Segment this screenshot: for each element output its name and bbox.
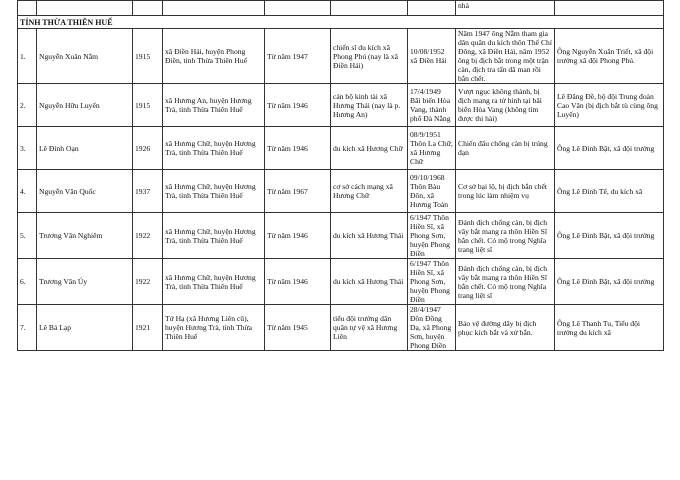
cell-hometown: xã Hương Chữ, huyện Hương Trà, tỉnh Thừa Thiên Huế <box>163 213 265 259</box>
cell-death: 28/4/1947 Đồn Đồng Dạ, xã Phong Sơn, huyện Phong Điền <box>408 305 456 351</box>
cell-position: cơ sở cách mạng xã Hương Chữ <box>331 170 408 213</box>
cell-no: 1. <box>18 29 37 84</box>
cell-position: du kích xã Hương Chữ <box>331 127 408 170</box>
cell-position: du kích xã Hương Thái <box>331 213 408 259</box>
cell-name: Nguyễn Hữu Luyến <box>37 84 133 127</box>
cell-hometown: xã Hương Chữ, huyện Hương Trà, tỉnh Thừa Thiên Huế <box>163 259 265 305</box>
table-body <box>18 29 664 351</box>
martyrs-table <box>17 0 664 351</box>
cell-death: 17/4/1949 Bãi biển Hòa Vang, thành phố Đà Nẵng <box>408 84 456 127</box>
cell-no: 2. <box>18 84 37 127</box>
table-row <box>18 213 664 259</box>
cell-joined: Từ năm 1946 <box>265 127 331 170</box>
cell-death: 6/1947 Thôn Hiền Sĩ, xã Phong Sơn, huyện Phong Điền <box>408 259 456 305</box>
cell-death: 10/08/1952 xã Điền Hải <box>408 29 456 84</box>
cell-circumstance: Năm 1947 ông Nẫm tham gia dân quân du kích thôn Thế Chí Đông, xã Điền Hải, năm 1952 ông bị địch bắt trong một trận càn, địch tra tấn dã man rồi bắn chết. <box>456 29 555 84</box>
table-row <box>18 127 664 170</box>
cell-joined: Từ năm 1967 <box>265 170 331 213</box>
cell-joined: Từ năm 1946 <box>265 259 331 305</box>
cell-no: 4. <box>18 170 37 213</box>
cell-hometown: xã Hương Chữ, huyện Hương Trà, tỉnh Thừa Thiên Huế <box>163 170 265 213</box>
continuation-note: nhà <box>456 1 555 16</box>
cell-position: chiến sĩ du kích xã Phong Phú (nay là xã Điền Hải) <box>331 29 408 84</box>
cell-position: cán bộ kinh tài xã Hương Thái (nay là p. Hương An) <box>331 84 408 127</box>
cell-name: Trương Văn Nghiêm <box>37 213 133 259</box>
table-row <box>18 84 664 127</box>
cell-circumstance: Vượt ngục không thành, bị địch mang ra tử hình tại bãi biển Hòa Vang (không tìm được thi hài) <box>456 84 555 127</box>
cell-witness: Ông Nguyễn Xuân Triết, xã đội trưởng xã đội Phong Phú. <box>555 29 664 84</box>
cell-witness: Ông Lê Đình Bật, xã đội trưởng <box>555 127 664 170</box>
cell-year: 1922 <box>133 259 163 305</box>
cell-hometown: xã Hương Chữ, huyện Hương Trà, tỉnh Thừa Thiên Huế <box>163 127 265 170</box>
cell-circumstance: Đánh địch chống càn, bị địch vây bắt mang ra thôn Hiền Sĩ bắn chết. Có mộ trong Nghĩa trang liệt sĩ <box>456 213 555 259</box>
cell-no: 6. <box>18 259 37 305</box>
cell-witness: Lê Đăng Đề, bộ đội Trung đoàn Cao Vân (bị địch bắt tù cùng ông Luyến) <box>555 84 664 127</box>
cell-death: 08/9/1951 Thôn La Chữ, xã Hương Chữ <box>408 127 456 170</box>
cell-joined: Từ năm 1945 <box>265 305 331 351</box>
cell-circumstance: Đánh địch chống càn, bị địch vây bắt mang ra thôn Hiền Sĩ bắn chết. Có mộ trong Nghĩa trang liệt sĩ <box>456 259 555 305</box>
cell-joined: Từ năm 1946 <box>265 84 331 127</box>
table-row <box>18 29 664 84</box>
cell-circumstance: Cơ sở bại lộ, bị địch bắn chết trong lúc làm nhiệm vụ <box>456 170 555 213</box>
cell-name: Lê Đình Oạn <box>37 127 133 170</box>
cell-witness: Ông Lê Thanh Tu, Tiểu đội trưởng du kích xã <box>555 305 664 351</box>
cell-year: 1937 <box>133 170 163 213</box>
cell-no: 7. <box>18 305 37 351</box>
cell-name: Trương Văn Úy <box>37 259 133 305</box>
cell-hometown: xã Hương An, huyện Hương Trà, tỉnh Thừa Thiên Huế <box>163 84 265 127</box>
cell-joined: Từ năm 1946 <box>265 213 331 259</box>
table-row <box>18 305 664 351</box>
cell-year: 1921 <box>133 305 163 351</box>
cell-death: 6/1947 Thôn Hiền Sĩ, xã Phong Sơn, huyện Phong Điền <box>408 213 456 259</box>
cell-year: 1915 <box>133 84 163 127</box>
section-title: TỈNH THỪA THIÊN HUẾ <box>18 16 664 29</box>
cell-death: 09/10/1968 Thôn Bàu Đôn, xã Hương Toàn <box>408 170 456 213</box>
cell-witness: Ông Lê Đình Bật, xã đội trưởng <box>555 259 664 305</box>
cell-no: 3. <box>18 127 37 170</box>
cell-joined: Từ năm 1947 <box>265 29 331 84</box>
cell-circumstance: Bảo vệ đường dây bị địch phục kích bắt và xử bắn. <box>456 305 555 351</box>
cell-position: du kích xã Hương Thái <box>331 259 408 305</box>
cell-year: 1926 <box>133 127 163 170</box>
table-row <box>18 259 664 305</box>
cell-name: Nguyễn Văn Quốc <box>37 170 133 213</box>
section-header-row <box>18 16 664 29</box>
cell-name: Lê Bá Lạp <box>37 305 133 351</box>
cell-hometown: xã Điền Hải, huyện Phong Điền, tỉnh Thừa Thiên Huế <box>163 29 265 84</box>
continuation-row <box>18 1 664 16</box>
cell-position: tiểu đội trưởng dân quân tự vệ xã Hương Liên <box>331 305 408 351</box>
cell-witness: Ông Lê Đình Bật, xã đội trưởng <box>555 213 664 259</box>
table-row <box>18 170 664 213</box>
cell-year: 1915 <box>133 29 163 84</box>
cell-name: Nguyễn Xuân Nẫm <box>37 29 133 84</box>
cell-no: 5. <box>18 213 37 259</box>
cell-hometown: Tứ Hạ (xã Hương Liên cũ), huyện Hương Trà, tỉnh Thừa Thiên Huế <box>163 305 265 351</box>
cell-witness: Ông Lê Đình Tể, du kích xã <box>555 170 664 213</box>
cell-year: 1922 <box>133 213 163 259</box>
cell-circumstance: Chiến đấu chống càn bị trúng đạn <box>456 127 555 170</box>
